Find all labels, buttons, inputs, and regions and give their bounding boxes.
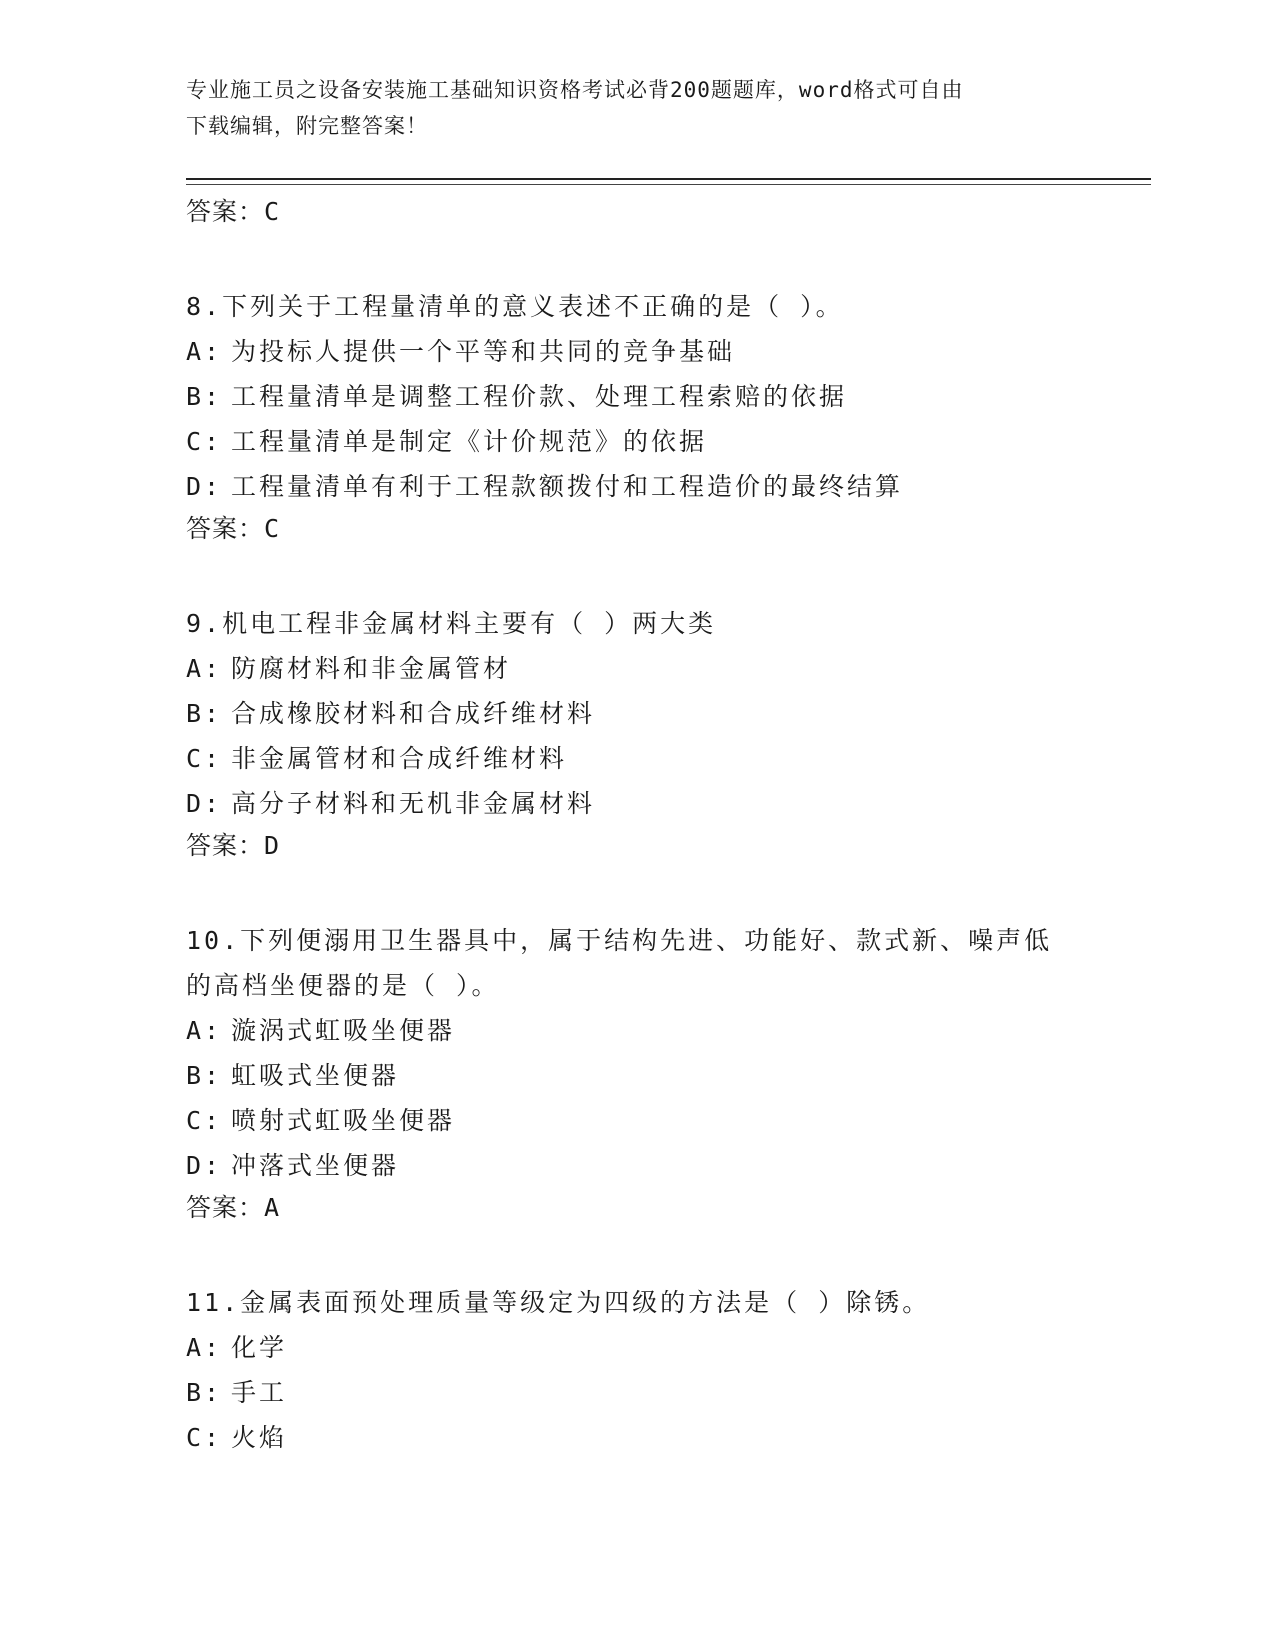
question-gap [186, 232, 1146, 284]
option-item [186, 1143, 1146, 1188]
option-text: 冲落式坐便器 [231, 1151, 400, 1180]
answer-prefix: 答案： [186, 831, 265, 860]
option-item [186, 1325, 1146, 1370]
option-item [186, 329, 1146, 374]
option-text: 漩涡式虹吸坐便器 [231, 1016, 456, 1045]
option-item [186, 646, 1146, 691]
question-stem: 的高档坐便器的是（ ）。 [186, 971, 500, 1000]
option-item [186, 1098, 1146, 1143]
question-list [186, 192, 1146, 1460]
answer-prefix: 答案： [186, 197, 265, 226]
document-header [186, 72, 1066, 144]
option-item [186, 1053, 1146, 1098]
question-block [186, 918, 1146, 1228]
option-item [186, 374, 1146, 419]
option-key: D: [186, 472, 223, 501]
question-answer [186, 1188, 1146, 1228]
question-gap [186, 549, 1146, 601]
option-key: B: [186, 699, 223, 728]
option-key: D: [186, 1151, 223, 1180]
option-text: 喷射式虹吸坐便器 [231, 1106, 456, 1135]
answer-value: A [264, 1193, 281, 1222]
question-block [186, 284, 1146, 549]
option-item [186, 1415, 1146, 1460]
question-block [186, 601, 1146, 866]
option-item [186, 691, 1146, 736]
question-stem: 8.下列关于工程量清单的意义表述不正确的是（ ）。 [186, 292, 844, 321]
answer-prefix: 答案： [186, 514, 265, 543]
option-key: A: [186, 1333, 223, 1362]
option-item [186, 781, 1146, 826]
option-key: C: [186, 1423, 223, 1452]
option-key: B: [186, 382, 223, 411]
option-key: C: [186, 427, 223, 456]
option-text: 非金属管材和合成纤维材料 [231, 744, 568, 773]
header-rule-thin [186, 184, 1151, 185]
question-stem: 10.下列便溺用卫生器具中，属于结构先进、功能好、款式新、噪声低 [186, 926, 1053, 955]
option-text: 合成橡胶材料和合成纤维材料 [231, 699, 596, 728]
header-line-1: 专业施工员之设备安装施工基础知识资格考试必背200题题库，word格式可自由 [186, 78, 964, 102]
question-gap [186, 1228, 1146, 1280]
option-text: 手工 [231, 1378, 288, 1407]
top-answer [186, 192, 1146, 232]
option-key: B: [186, 1061, 223, 1090]
answer-prefix: 答案： [186, 1193, 265, 1222]
option-key: A: [186, 654, 223, 683]
option-key: D: [186, 789, 223, 818]
option-key: C: [186, 1106, 223, 1135]
question-gap [186, 866, 1146, 918]
option-item [186, 1370, 1146, 1415]
option-text: 为投标人提供一个平等和共同的竞争基础 [231, 337, 736, 366]
option-item [186, 419, 1146, 464]
header-line-2: 下载编辑，附完整答案！ [186, 114, 428, 138]
header-rule-thick [186, 178, 1151, 180]
question-answer [186, 826, 1146, 866]
option-text: 高分子材料和无机非金属材料 [231, 789, 596, 818]
answer-value: D [264, 831, 281, 860]
option-key: B: [186, 1378, 223, 1407]
option-item [186, 464, 1146, 509]
option-text: 工程量清单是制定《计价规范》的依据 [231, 427, 708, 456]
option-key: A: [186, 1016, 223, 1045]
option-text: 化学 [231, 1333, 288, 1362]
option-item [186, 1008, 1146, 1053]
question-stem: 9.机电工程非金属材料主要有（ ）两大类 [186, 609, 717, 638]
option-text: 工程量清单有利于工程款额拨付和工程造价的最终结算 [231, 472, 904, 501]
option-text: 工程量清单是调整工程价款、处理工程索赔的依据 [231, 382, 848, 411]
answer-value: C [264, 197, 281, 226]
question-answer [186, 509, 1146, 549]
option-item [186, 736, 1146, 781]
option-key: A: [186, 337, 223, 366]
option-text: 虹吸式坐便器 [231, 1061, 400, 1090]
question-block [186, 1280, 1146, 1460]
option-text: 防腐材料和非金属管材 [231, 654, 512, 683]
answer-value: C [264, 514, 281, 543]
question-stem: 11.金属表面预处理质量等级定为四级的方法是（ ）除锈。 [186, 1288, 931, 1317]
option-key: C: [186, 744, 223, 773]
option-text: 火焰 [231, 1423, 288, 1452]
